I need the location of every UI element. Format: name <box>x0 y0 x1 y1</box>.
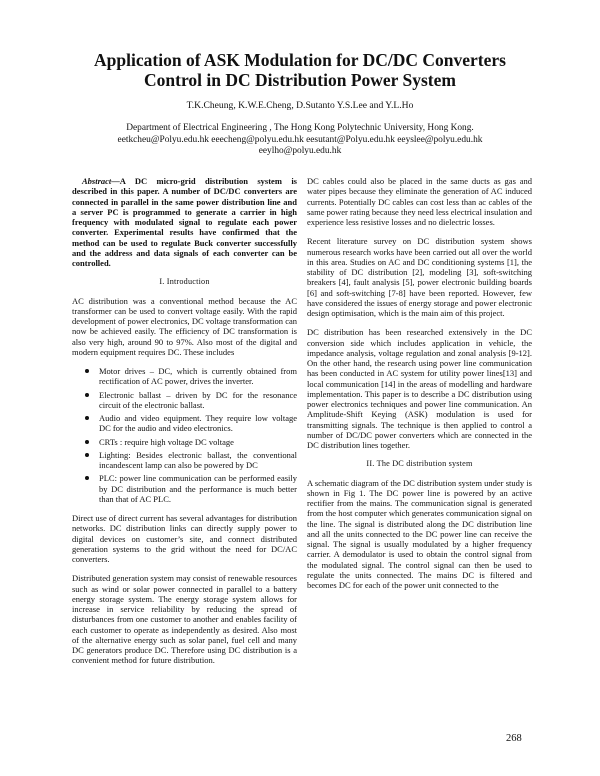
left-column <box>72 176 297 675</box>
list-item-text: Motor drives – DC, which is currently obtained from rectification of AC power, drives the inverter. <box>99 366 297 387</box>
paper-title <box>40 50 560 90</box>
page-number: 268 <box>506 733 522 744</box>
intro-paragraph-1: AC distribution was a conventional method because the AC transformer can be used to convert voltage easily. With the rapid development of power electronics, DC voltage transformation can now be achieved easily. The efficiency of DC transformation is also very high, around 90 to 97%. Also most of the digital and modern equipment requires DC. These includes <box>72 295 297 357</box>
affiliation <box>60 123 540 158</box>
bullet-list <box>72 366 297 504</box>
body-paragraph-schematic: A schematic diagram of the DC distribution system under study is shown in Fig 1. The DC power line is powered by an active rectifier from the mains. The communication signal is generated from the host computer which generates communication signal on the line. The signal is distributed along the DC distribution line and all the units connected to the DC power line can receive the signal. The signal is usually modulated by a higher frequency carrier. A demodulator is used to obtain the control signal from the modulated signal. The control signal can then be used to regulate the units connected. The mains DC is filtered and becomes DC for each of the power unit connected to the <box>307 477 532 590</box>
intro-paragraph-3: Distributed generation system may consist of renewable resources such as wind or solar power connected in parallel to a battery energy storage system. The energy storage system allows for increase in service reliability by reducing the spread of disturbances from one customer to another and enables facility of each customer to operate as independently as desired. Also most of the alternative energy such as solar panel, fuel cell and many DC generators produce DC. Therefore using DC distribution is a convenient method for future distribution. <box>72 573 297 666</box>
list-item <box>72 366 297 387</box>
abstract-text: —A DC micro-grid distribution system is described in this paper. A number of DC/DC converters are connected in parallel in the same power distribution line and a server PC is programmed to generate a carrier in high frequency with modulated signal to regulate each power converter. Experimental results have confirmed that the method can be used to regulate Buck converter successfully and the address and data signals of each converter can be controlled. <box>72 176 297 268</box>
title-line-2: Control in DC Distribution Power System <box>144 70 456 90</box>
bullet-icon <box>85 476 89 480</box>
list-item <box>72 437 297 447</box>
abstract-label: Abstract <box>82 176 112 186</box>
list-item <box>72 450 297 471</box>
list-item-text: Lighting: Besides electronic ballast, the conventional incandescent lamp can also be powered by DC <box>99 449 297 470</box>
section-heading-dc-distribution: II. The DC distribution system <box>366 459 473 469</box>
list-item-text: PLC: power line communication can be performed easily by DC distribution and the performance is much better than that of AC PLC. <box>99 473 297 504</box>
list-item-text: Electronic ballast – driven by DC for the resonance circuit of the electronic ballast. <box>99 389 297 410</box>
abstract <box>72 176 297 268</box>
list-item <box>72 413 297 434</box>
title-line-1: Application of ASK Modulation for DC/DC Converters <box>94 50 506 70</box>
list-item <box>72 390 297 411</box>
right-column <box>307 176 532 599</box>
section-heading-introduction: I. Introduction <box>159 277 210 287</box>
body-paragraph-dc-cables: DC cables could also be placed in the same ducts as gas and water pipes because they eliminate the generation of AC induced currents. Potentially DC cables can cost less than ac cables of the same power rating because they need less electrical insulation and experience less resistive losses and no dielectric losses. <box>307 176 532 227</box>
bullet-icon <box>85 369 89 373</box>
affiliation-line-1: Department of Electrical Engineering , The Hong Kong Polytechnic University, Hong Kong. <box>126 123 474 133</box>
bullet-icon <box>85 453 89 457</box>
bullet-icon <box>85 416 89 420</box>
body-paragraph-dc-research: DC distribution has been researched extensively in the DC conversion side which includes application in vehicle, the impedance analysis, voltage regulation and zonal analysis [9-12]. On the other hand, the research using power line communication has been conducted in AC system for utility power lines[13] and local communication [14] in the areas of modelling and hardware implementation. This paper is to describe a DC distribution using power electronics techniques and power line communication. An Amplitude-Shift Keying (ASK) modulation is used for transmitting signals. The technique is then applied to control a number of DC/DC power converters which are connected in the DC distribution lines together. <box>307 327 532 450</box>
authors: T.K.Cheung, K.W.E.Cheng, D.Sutanto Y.S.Lee and Y.L.Ho <box>186 100 414 111</box>
list-item-text: CRTs : require high voltage DC voltage <box>99 436 234 447</box>
affiliation-emails: eetkcheu@Polyu.edu.hk eeecheng@polyu.edu.hk eesutant@Polyu.edu.hk eeyslee@polyu.edu.hk <box>117 134 483 145</box>
intro-paragraph-2: Direct use of direct current has several advantages for distribution networks. DC distribution links can directly supply power to digital devices on customer’s site, and connect distributed generation systems to the grid without the need for DC/AC converters. <box>72 513 297 564</box>
list-item-text: Audio and video equipment. They require low voltage DC for the audio and video electronics. <box>99 413 297 434</box>
bullet-icon <box>85 393 89 397</box>
list-item <box>72 473 297 504</box>
bullet-icon <box>85 440 89 444</box>
body-paragraph-literature-survey: Recent literature survey on DC distribution system shows numerous research works have been carried out all over the world in this area. Studies on AC and DC conditioning systems [1], the stability of DC distribution [2], modeling [3], soft-switching breakers [4], fault analysis [5], power electronic building boards [6] and soft-switching [7-8] have been reported. However, few have considered the issues of energy storage and power electronic design optimisation, which is the main aim of this project. <box>307 236 532 318</box>
affiliation-email-2: eeylho@polyu.edu.hk <box>258 146 342 157</box>
